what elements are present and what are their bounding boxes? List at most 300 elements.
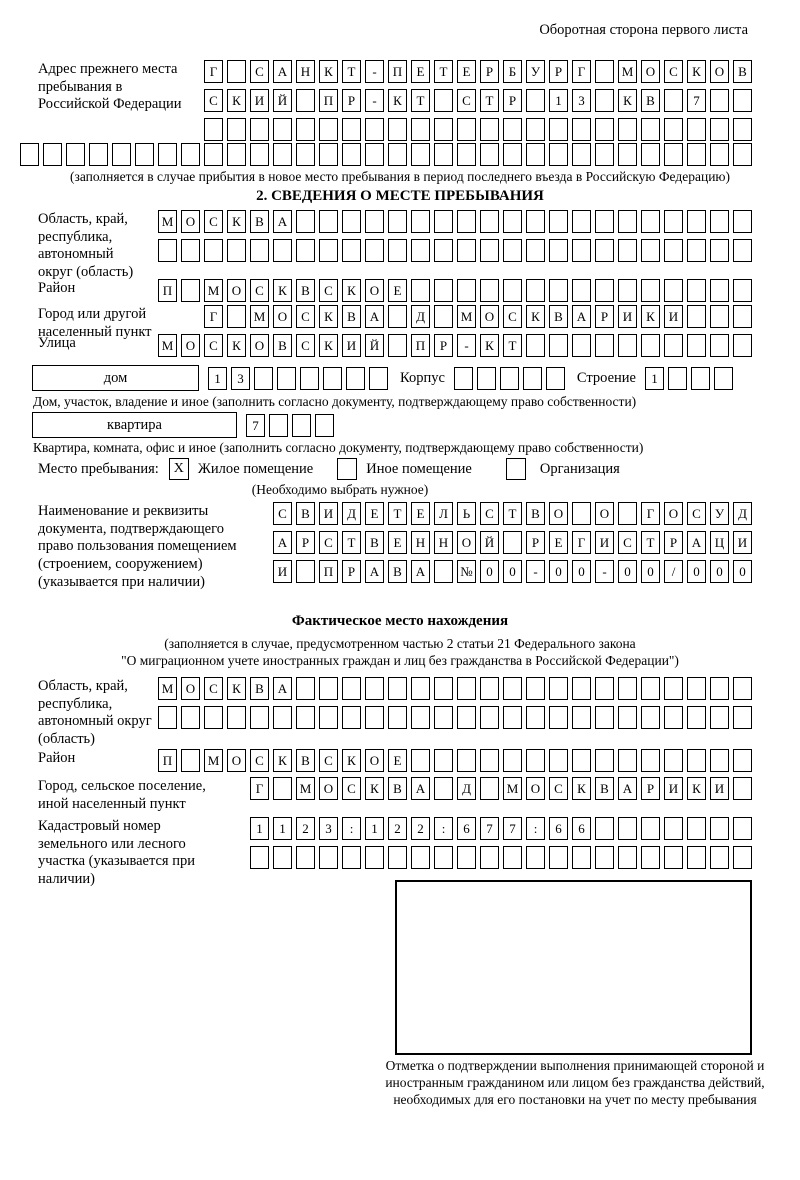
char-cell[interactable] bbox=[733, 305, 752, 328]
char-cell[interactable] bbox=[20, 143, 39, 166]
char-cell[interactable]: 0 bbox=[572, 560, 591, 583]
char-cell[interactable]: Т bbox=[503, 334, 522, 357]
char-cell[interactable]: И bbox=[273, 560, 292, 583]
char-cell[interactable] bbox=[315, 414, 334, 437]
char-cell[interactable] bbox=[595, 279, 614, 302]
char-cell[interactable] bbox=[664, 239, 683, 262]
char-cell[interactable] bbox=[595, 60, 614, 83]
char-cell[interactable]: 0 bbox=[710, 560, 729, 583]
char-cell[interactable]: О bbox=[181, 334, 200, 357]
char-cell[interactable] bbox=[641, 706, 660, 729]
char-cell[interactable]: В bbox=[250, 677, 269, 700]
char-cell[interactable] bbox=[733, 239, 752, 262]
char-cell[interactable] bbox=[691, 367, 710, 390]
char-cell[interactable] bbox=[365, 239, 384, 262]
char-cell[interactable]: И bbox=[664, 305, 683, 328]
char-cell[interactable]: К bbox=[388, 89, 407, 112]
char-cell[interactable] bbox=[273, 143, 292, 166]
char-cell[interactable] bbox=[227, 60, 246, 83]
char-cell[interactable]: 1 bbox=[645, 367, 664, 390]
char-cell[interactable] bbox=[710, 210, 729, 233]
char-cell[interactable] bbox=[480, 239, 499, 262]
char-cell[interactable]: 0 bbox=[687, 560, 706, 583]
char-cell[interactable]: 2 bbox=[411, 817, 430, 840]
char-cell[interactable] bbox=[687, 706, 706, 729]
char-cell[interactable] bbox=[618, 677, 637, 700]
char-cell[interactable] bbox=[457, 118, 476, 141]
char-cell[interactable]: И bbox=[250, 89, 269, 112]
char-cell[interactable] bbox=[434, 305, 453, 328]
char-cell[interactable] bbox=[254, 367, 273, 390]
char-cell[interactable] bbox=[434, 143, 453, 166]
char-cell[interactable] bbox=[641, 239, 660, 262]
char-cell[interactable]: И bbox=[319, 502, 338, 525]
char-cell[interactable]: П bbox=[388, 60, 407, 83]
char-cell[interactable] bbox=[641, 677, 660, 700]
char-cell[interactable] bbox=[296, 560, 315, 583]
char-cell[interactable]: К bbox=[319, 305, 338, 328]
char-cell[interactable] bbox=[319, 846, 338, 869]
char-cell[interactable]: С bbox=[250, 279, 269, 302]
char-cell[interactable] bbox=[526, 89, 545, 112]
char-cell[interactable]: М bbox=[158, 334, 177, 357]
char-cell[interactable] bbox=[595, 334, 614, 357]
char-cell[interactable] bbox=[687, 305, 706, 328]
char-cell[interactable] bbox=[227, 239, 246, 262]
char-cell[interactable]: О bbox=[710, 60, 729, 83]
char-cell[interactable]: М bbox=[158, 210, 177, 233]
char-cell[interactable] bbox=[503, 143, 522, 166]
char-cell[interactable]: Р bbox=[503, 89, 522, 112]
char-cell[interactable] bbox=[733, 89, 752, 112]
char-cell[interactable]: В bbox=[549, 305, 568, 328]
char-cell[interactable] bbox=[549, 749, 568, 772]
char-cell[interactable]: А bbox=[411, 777, 430, 800]
char-cell[interactable]: Г bbox=[204, 60, 223, 83]
char-cell[interactable] bbox=[388, 334, 407, 357]
char-cell[interactable] bbox=[641, 817, 660, 840]
char-cell[interactable] bbox=[204, 239, 223, 262]
char-cell[interactable]: Е bbox=[365, 502, 384, 525]
char-cell[interactable]: 3 bbox=[231, 367, 250, 390]
char-cell[interactable] bbox=[664, 817, 683, 840]
char-cell[interactable]: О bbox=[664, 502, 683, 525]
char-cell[interactable] bbox=[346, 367, 365, 390]
char-cell[interactable]: 0 bbox=[549, 560, 568, 583]
char-cell[interactable] bbox=[411, 118, 430, 141]
char-cell[interactable] bbox=[503, 118, 522, 141]
char-cell[interactable]: О bbox=[526, 777, 545, 800]
char-cell[interactable] bbox=[664, 334, 683, 357]
char-cell[interactable] bbox=[572, 677, 591, 700]
char-cell[interactable] bbox=[641, 210, 660, 233]
char-cell[interactable]: С bbox=[457, 89, 476, 112]
char-cell[interactable] bbox=[687, 846, 706, 869]
char-cell[interactable] bbox=[710, 305, 729, 328]
char-cell[interactable] bbox=[710, 334, 729, 357]
char-cell[interactable] bbox=[710, 89, 729, 112]
char-cell[interactable] bbox=[549, 334, 568, 357]
char-cell[interactable] bbox=[342, 118, 361, 141]
char-cell[interactable]: Г bbox=[204, 305, 223, 328]
char-cell[interactable] bbox=[687, 239, 706, 262]
char-cell[interactable] bbox=[710, 279, 729, 302]
char-cell[interactable]: 1 bbox=[549, 89, 568, 112]
char-cell[interactable] bbox=[480, 706, 499, 729]
char-cell[interactable]: П bbox=[158, 279, 177, 302]
char-cell[interactable]: В bbox=[296, 279, 315, 302]
char-cell[interactable]: Е bbox=[549, 531, 568, 554]
char-cell[interactable] bbox=[503, 210, 522, 233]
char-cell[interactable] bbox=[227, 706, 246, 729]
char-cell[interactable]: П bbox=[319, 89, 338, 112]
char-cell[interactable] bbox=[323, 367, 342, 390]
char-cell[interactable]: С bbox=[549, 777, 568, 800]
char-cell[interactable]: В bbox=[388, 777, 407, 800]
char-cell[interactable] bbox=[733, 210, 752, 233]
char-cell[interactable]: 0 bbox=[641, 560, 660, 583]
char-cell[interactable] bbox=[89, 143, 108, 166]
char-cell[interactable]: С bbox=[204, 677, 223, 700]
char-cell[interactable] bbox=[526, 334, 545, 357]
char-cell[interactable]: Е bbox=[457, 60, 476, 83]
char-cell[interactable] bbox=[733, 118, 752, 141]
char-cell[interactable]: 3 bbox=[319, 817, 338, 840]
char-cell[interactable] bbox=[300, 367, 319, 390]
char-cell[interactable] bbox=[641, 279, 660, 302]
char-cell[interactable] bbox=[434, 846, 453, 869]
char-cell[interactable]: К bbox=[342, 749, 361, 772]
char-cell[interactable]: Л bbox=[434, 502, 453, 525]
char-cell[interactable]: К bbox=[319, 60, 338, 83]
char-cell[interactable] bbox=[273, 239, 292, 262]
char-cell[interactable]: В bbox=[526, 502, 545, 525]
char-cell[interactable]: К bbox=[273, 279, 292, 302]
char-cell[interactable] bbox=[457, 846, 476, 869]
char-cell[interactable] bbox=[388, 677, 407, 700]
char-cell[interactable] bbox=[687, 118, 706, 141]
char-cell[interactable] bbox=[319, 677, 338, 700]
char-cell[interactable] bbox=[342, 210, 361, 233]
char-cell[interactable] bbox=[319, 118, 338, 141]
char-cell[interactable]: В bbox=[733, 60, 752, 83]
char-cell[interactable]: С bbox=[664, 60, 683, 83]
char-cell[interactable] bbox=[572, 210, 591, 233]
char-cell[interactable] bbox=[503, 706, 522, 729]
char-cell[interactable]: Е bbox=[388, 531, 407, 554]
char-cell[interactable] bbox=[549, 279, 568, 302]
char-cell[interactable] bbox=[549, 143, 568, 166]
char-cell[interactable]: Р bbox=[664, 531, 683, 554]
char-cell[interactable] bbox=[365, 846, 384, 869]
char-cell[interactable] bbox=[595, 677, 614, 700]
char-cell[interactable]: Е bbox=[388, 279, 407, 302]
char-cell[interactable]: М bbox=[204, 279, 223, 302]
char-cell[interactable]: Р bbox=[641, 777, 660, 800]
char-cell[interactable]: И bbox=[618, 305, 637, 328]
char-cell[interactable] bbox=[411, 239, 430, 262]
other-premises-checkbox[interactable] bbox=[337, 458, 357, 480]
char-cell[interactable] bbox=[43, 143, 62, 166]
char-cell[interactable]: М bbox=[296, 777, 315, 800]
char-cell[interactable]: С bbox=[296, 334, 315, 357]
char-cell[interactable]: Т bbox=[342, 531, 361, 554]
char-cell[interactable] bbox=[618, 502, 637, 525]
char-cell[interactable]: С bbox=[319, 279, 338, 302]
char-cell[interactable] bbox=[250, 846, 269, 869]
char-cell[interactable] bbox=[411, 143, 430, 166]
char-cell[interactable] bbox=[526, 706, 545, 729]
char-cell[interactable]: В bbox=[641, 89, 660, 112]
char-cell[interactable]: Т bbox=[641, 531, 660, 554]
char-cell[interactable]: К bbox=[618, 89, 637, 112]
char-cell[interactable] bbox=[388, 118, 407, 141]
char-cell[interactable] bbox=[546, 367, 565, 390]
char-cell[interactable]: - bbox=[365, 89, 384, 112]
organization-checkbox[interactable] bbox=[506, 458, 526, 480]
char-cell[interactable] bbox=[710, 118, 729, 141]
char-cell[interactable] bbox=[296, 89, 315, 112]
char-cell[interactable]: М bbox=[503, 777, 522, 800]
char-cell[interactable] bbox=[273, 846, 292, 869]
char-cell[interactable] bbox=[641, 118, 660, 141]
char-cell[interactable]: Г bbox=[250, 777, 269, 800]
char-cell[interactable] bbox=[181, 279, 200, 302]
char-cell[interactable] bbox=[388, 305, 407, 328]
char-cell[interactable]: К bbox=[526, 305, 545, 328]
char-cell[interactable]: А bbox=[572, 305, 591, 328]
char-cell[interactable] bbox=[457, 239, 476, 262]
char-cell[interactable] bbox=[549, 846, 568, 869]
char-cell[interactable] bbox=[480, 777, 499, 800]
char-cell[interactable] bbox=[687, 210, 706, 233]
char-cell[interactable] bbox=[434, 279, 453, 302]
char-cell[interactable] bbox=[572, 239, 591, 262]
char-cell[interactable]: Р bbox=[434, 334, 453, 357]
char-cell[interactable] bbox=[526, 210, 545, 233]
char-cell[interactable] bbox=[687, 749, 706, 772]
char-cell[interactable]: Г bbox=[641, 502, 660, 525]
char-cell[interactable]: В bbox=[250, 210, 269, 233]
char-cell[interactable]: 7 bbox=[687, 89, 706, 112]
char-cell[interactable] bbox=[733, 706, 752, 729]
char-cell[interactable] bbox=[457, 677, 476, 700]
char-cell[interactable] bbox=[411, 846, 430, 869]
char-cell[interactable]: 7 bbox=[480, 817, 499, 840]
char-cell[interactable]: М bbox=[158, 677, 177, 700]
char-cell[interactable] bbox=[668, 367, 687, 390]
char-cell[interactable] bbox=[181, 239, 200, 262]
char-cell[interactable]: В bbox=[273, 334, 292, 357]
char-cell[interactable] bbox=[250, 143, 269, 166]
char-cell[interactable] bbox=[434, 677, 453, 700]
char-cell[interactable]: В bbox=[595, 777, 614, 800]
char-cell[interactable] bbox=[204, 143, 223, 166]
char-cell[interactable] bbox=[733, 677, 752, 700]
char-cell[interactable]: У bbox=[526, 60, 545, 83]
char-cell[interactable] bbox=[664, 210, 683, 233]
char-cell[interactable]: С bbox=[687, 502, 706, 525]
char-cell[interactable] bbox=[572, 706, 591, 729]
char-cell[interactable] bbox=[480, 677, 499, 700]
char-cell[interactable]: - bbox=[457, 334, 476, 357]
char-cell[interactable]: С bbox=[204, 334, 223, 357]
char-cell[interactable] bbox=[664, 749, 683, 772]
char-cell[interactable] bbox=[710, 677, 729, 700]
char-cell[interactable]: - bbox=[595, 560, 614, 583]
char-cell[interactable]: О bbox=[273, 305, 292, 328]
char-cell[interactable] bbox=[641, 143, 660, 166]
char-cell[interactable]: 6 bbox=[572, 817, 591, 840]
char-cell[interactable] bbox=[434, 706, 453, 729]
char-cell[interactable]: Й bbox=[365, 334, 384, 357]
char-cell[interactable] bbox=[292, 414, 311, 437]
char-cell[interactable]: К bbox=[319, 334, 338, 357]
char-cell[interactable] bbox=[434, 89, 453, 112]
char-cell[interactable] bbox=[503, 531, 522, 554]
char-cell[interactable] bbox=[250, 239, 269, 262]
char-cell[interactable]: А bbox=[273, 677, 292, 700]
char-cell[interactable] bbox=[595, 143, 614, 166]
char-cell[interactable]: 0 bbox=[480, 560, 499, 583]
char-cell[interactable] bbox=[526, 749, 545, 772]
char-cell[interactable] bbox=[733, 777, 752, 800]
char-cell[interactable] bbox=[618, 239, 637, 262]
char-cell[interactable] bbox=[411, 210, 430, 233]
char-cell[interactable] bbox=[296, 846, 315, 869]
char-cell[interactable] bbox=[480, 279, 499, 302]
char-cell[interactable] bbox=[342, 677, 361, 700]
char-cell[interactable]: 1 bbox=[208, 367, 227, 390]
char-cell[interactable]: С bbox=[273, 502, 292, 525]
char-cell[interactable]: В bbox=[296, 502, 315, 525]
char-cell[interactable] bbox=[457, 143, 476, 166]
char-cell[interactable] bbox=[710, 143, 729, 166]
char-cell[interactable] bbox=[503, 749, 522, 772]
char-cell[interactable] bbox=[572, 143, 591, 166]
char-cell[interactable] bbox=[500, 367, 519, 390]
char-cell[interactable]: 7 bbox=[246, 414, 265, 437]
char-cell[interactable]: В bbox=[388, 560, 407, 583]
char-cell[interactable]: Д bbox=[342, 502, 361, 525]
char-cell[interactable]: Ь bbox=[457, 502, 476, 525]
char-cell[interactable] bbox=[664, 143, 683, 166]
char-cell[interactable]: - bbox=[526, 560, 545, 583]
char-cell[interactable] bbox=[135, 143, 154, 166]
char-cell[interactable]: К bbox=[480, 334, 499, 357]
char-cell[interactable]: А bbox=[273, 531, 292, 554]
char-cell[interactable]: Р bbox=[342, 560, 361, 583]
char-cell[interactable]: О bbox=[365, 279, 384, 302]
char-cell[interactable]: П bbox=[319, 560, 338, 583]
char-cell[interactable] bbox=[618, 817, 637, 840]
char-cell[interactable]: Е bbox=[388, 749, 407, 772]
char-cell[interactable]: А bbox=[273, 210, 292, 233]
char-cell[interactable] bbox=[342, 706, 361, 729]
char-cell[interactable] bbox=[572, 846, 591, 869]
char-cell[interactable] bbox=[710, 846, 729, 869]
char-cell[interactable] bbox=[411, 279, 430, 302]
char-cell[interactable]: К bbox=[687, 777, 706, 800]
char-cell[interactable] bbox=[641, 334, 660, 357]
char-cell[interactable] bbox=[595, 817, 614, 840]
char-cell[interactable]: Н bbox=[411, 531, 430, 554]
char-cell[interactable] bbox=[434, 118, 453, 141]
char-cell[interactable] bbox=[388, 143, 407, 166]
char-cell[interactable] bbox=[595, 749, 614, 772]
char-cell[interactable]: С bbox=[204, 89, 223, 112]
char-cell[interactable] bbox=[296, 706, 315, 729]
char-cell[interactable]: 2 bbox=[388, 817, 407, 840]
char-cell[interactable] bbox=[618, 846, 637, 869]
char-cell[interactable]: С bbox=[480, 502, 499, 525]
char-cell[interactable]: Р bbox=[480, 60, 499, 83]
char-cell[interactable] bbox=[664, 279, 683, 302]
char-cell[interactable] bbox=[710, 239, 729, 262]
char-cell[interactable] bbox=[296, 210, 315, 233]
char-cell[interactable]: Д bbox=[457, 777, 476, 800]
char-cell[interactable] bbox=[457, 706, 476, 729]
char-cell[interactable] bbox=[388, 846, 407, 869]
char-cell[interactable] bbox=[618, 118, 637, 141]
char-cell[interactable] bbox=[269, 414, 288, 437]
char-cell[interactable] bbox=[480, 118, 499, 141]
char-cell[interactable] bbox=[227, 143, 246, 166]
char-cell[interactable]: У bbox=[710, 502, 729, 525]
char-cell[interactable] bbox=[434, 777, 453, 800]
char-cell[interactable]: И bbox=[710, 777, 729, 800]
char-cell[interactable] bbox=[733, 143, 752, 166]
char-cell[interactable]: Т bbox=[503, 502, 522, 525]
char-cell[interactable]: А bbox=[273, 60, 292, 83]
char-cell[interactable] bbox=[503, 677, 522, 700]
char-cell[interactable] bbox=[572, 279, 591, 302]
char-cell[interactable]: О bbox=[480, 305, 499, 328]
char-cell[interactable] bbox=[112, 143, 131, 166]
char-cell[interactable] bbox=[595, 118, 614, 141]
char-cell[interactable] bbox=[714, 367, 733, 390]
char-cell[interactable] bbox=[618, 706, 637, 729]
char-cell[interactable] bbox=[549, 677, 568, 700]
char-cell[interactable]: А bbox=[411, 560, 430, 583]
char-cell[interactable]: Г bbox=[572, 531, 591, 554]
char-cell[interactable]: А bbox=[618, 777, 637, 800]
char-cell[interactable] bbox=[733, 279, 752, 302]
char-cell[interactable] bbox=[227, 118, 246, 141]
char-cell[interactable] bbox=[342, 239, 361, 262]
char-cell[interactable]: 6 bbox=[457, 817, 476, 840]
char-cell[interactable]: С bbox=[319, 749, 338, 772]
char-cell[interactable] bbox=[204, 118, 223, 141]
char-cell[interactable] bbox=[365, 706, 384, 729]
char-cell[interactable]: 0 bbox=[503, 560, 522, 583]
char-cell[interactable] bbox=[388, 706, 407, 729]
char-cell[interactable]: Й bbox=[480, 531, 499, 554]
char-cell[interactable]: : bbox=[434, 817, 453, 840]
char-cell[interactable] bbox=[158, 239, 177, 262]
char-cell[interactable] bbox=[526, 143, 545, 166]
char-cell[interactable] bbox=[273, 118, 292, 141]
char-cell[interactable]: П bbox=[411, 334, 430, 357]
char-cell[interactable]: О bbox=[181, 210, 200, 233]
char-cell[interactable]: И bbox=[342, 334, 361, 357]
char-cell[interactable] bbox=[526, 677, 545, 700]
char-cell[interactable] bbox=[434, 210, 453, 233]
char-cell[interactable] bbox=[710, 749, 729, 772]
char-cell[interactable] bbox=[526, 239, 545, 262]
residential-checkbox[interactable]: X bbox=[169, 458, 189, 480]
char-cell[interactable]: Т bbox=[480, 89, 499, 112]
